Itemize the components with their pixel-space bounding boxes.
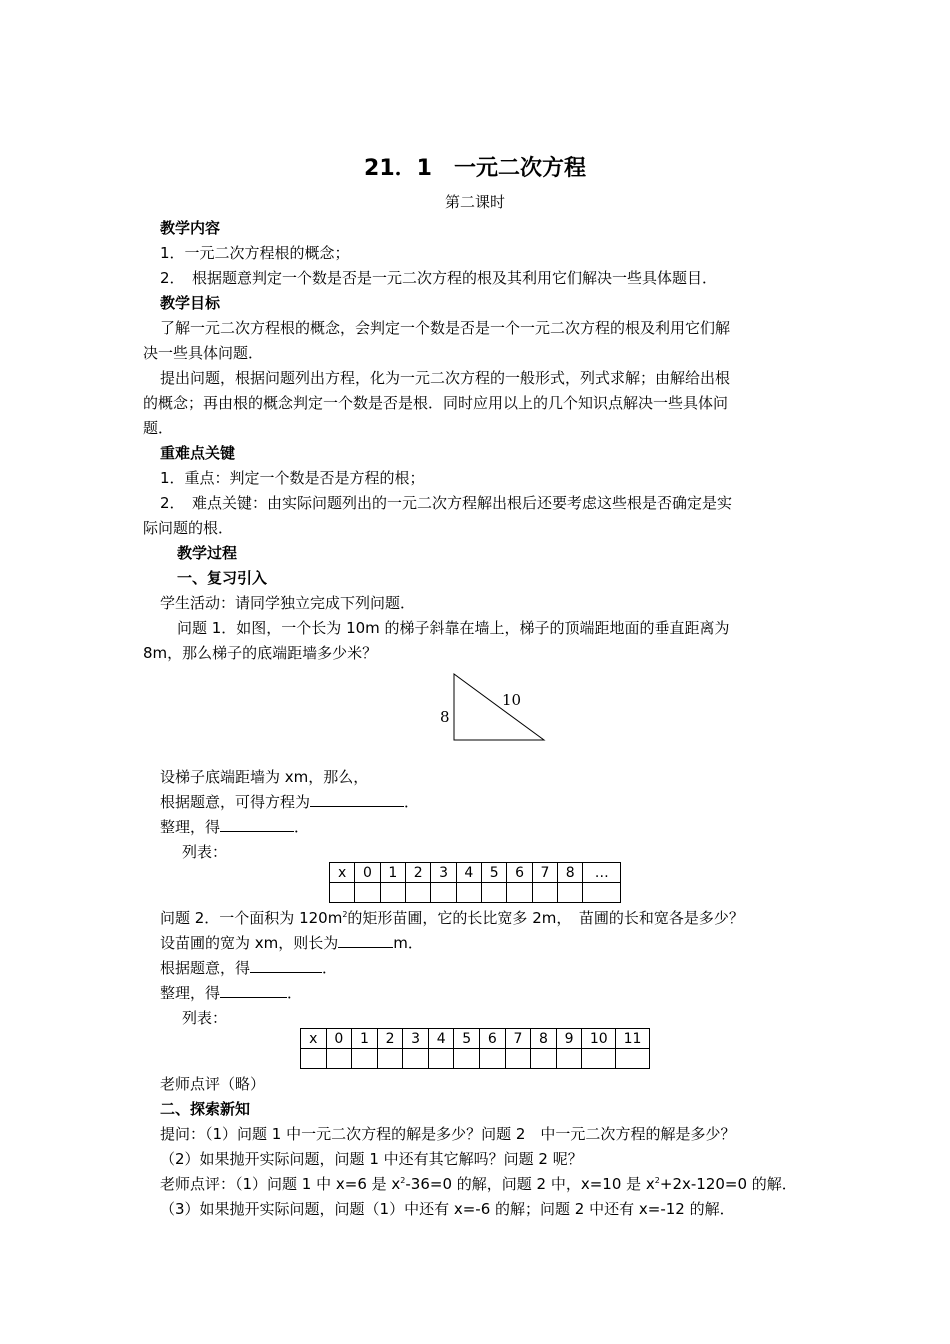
content-item-1: 1．一元二次方程根的概念； [160,244,350,262]
table-cell: x [330,863,355,883]
question-2-line [160,908,744,928]
question-2-equation-blank[interactable] [250,958,322,973]
value-table-1-header-row [330,863,621,883]
table-cell: x [301,1029,327,1049]
comment-line-1-part-1: 老师点评：（1）问题 1 中 x=6 是 x [160,1175,401,1193]
comment-line-1-part-3: +2x-120=0 的解． [659,1175,797,1193]
table-empty-cell[interactable] [431,883,456,903]
table-empty-cell[interactable] [556,1049,582,1069]
question-1-equation-label: 根据题意，可得方程为 [160,793,311,811]
list-label-1: 列表： [182,843,228,861]
table-cell: 0 [326,1029,352,1049]
ladder-triangle-figure [430,668,560,748]
question-2-text-rest: 的矩形苗圃，它的长比宽多 2m， 苗圃的长和宽各是多少？ [347,909,744,927]
question-2-setup-unit: m． [393,934,423,952]
table-empty-cell[interactable] [352,1049,378,1069]
ladder-triangle [454,674,544,740]
question-2-superscript: 2 [342,910,348,919]
table-cell: 2 [406,863,431,883]
goal-paragraph-2-line-2: 的概念；再由根的概念判定一个数是否是根．同时应用以上的几个知识点解决一些具体问 [143,394,729,412]
review-heading: 一、复习引入 [177,569,268,587]
table-empty-cell[interactable] [482,883,507,903]
table-empty-cell[interactable] [558,883,583,903]
question-1-tidy-blank[interactable] [220,817,294,832]
comment-superscript-1: 2 [400,1176,406,1185]
table-empty-cell[interactable] [301,1049,327,1069]
table-cell: 8 [531,1029,557,1049]
page-title: 21．1 一元二次方程 [364,156,586,181]
question-1-equation-blank[interactable] [310,792,404,807]
table-empty-cell[interactable] [480,1049,506,1069]
table-empty-cell[interactable] [456,883,481,903]
question-2-equation-line [160,958,337,978]
table-cell: 10 [582,1029,616,1049]
comment-line-1 [160,1174,797,1194]
question-1-setup: 设梯子底端距墙为 xm，那么， [160,768,369,786]
content-item-2: 2． 根据题意判定一个数是否是一元二次方程的根及其利用它们解决一些具体题目． [160,269,718,287]
table-empty-cell[interactable] [616,1049,650,1069]
table-cell: 1 [380,863,405,883]
value-table-2-header-row [301,1029,650,1049]
question-1-line-2: 8m，那么梯子的底端距墙多少米？ [143,644,378,662]
question-2-tidy-line [160,983,302,1003]
question-2-equation-label: 根据题意，得 [160,959,251,977]
table-empty-cell[interactable] [326,1049,352,1069]
ask-line-1: 提问：（1）问题 1 中一元二次方程的解是多少？问题 2 中一元二次方程的解是多少？ [160,1125,736,1143]
comment-superscript-2: 2 [654,1176,660,1185]
table-cell: 5 [482,863,507,883]
table-empty-cell[interactable] [505,1049,531,1069]
question-1-line-1: 问题 1．如图，一个长为 10m 的梯子斜靠在墙上，梯子的顶端距地面的垂直距离为 [177,619,730,637]
table-cell: 7 [532,863,557,883]
table-empty-cell[interactable] [330,883,355,903]
comment-line-2: （3）如果抛开实际问题，问题（1）中还有 x=-6 的解；问题 2 中还有 x=-12 的解． [160,1200,735,1218]
label-vertical-side: 8 [440,708,450,726]
table-cell: 5 [454,1029,480,1049]
comment-line-1-part-2: -36=0 的解，问题 2 中，x=10 是 x [405,1175,655,1193]
table-empty-cell[interactable] [403,1049,429,1069]
key-item-1: 1．重点：判定一个数是否是方程的根； [160,469,425,487]
list-label-2: 列表： [182,1009,228,1027]
table-cell: 11 [616,1029,650,1049]
goal-paragraph-1-line-1: 了解一元二次方程根的概念，会判定一个数是否是一个一元二次方程的根及利用它们解 [160,319,731,337]
question-2-tidy-label: 整理，得 [160,984,221,1002]
question-2-text: 问题 2．一个面积为 120m [160,909,343,927]
table-empty-cell[interactable] [380,883,405,903]
table-cell: 2 [377,1029,403,1049]
table-cell: 3 [403,1029,429,1049]
table-cell: 6 [507,863,532,883]
table-cell: … [583,863,621,883]
table-empty-cell[interactable] [583,883,621,903]
question-2-tidy-blank[interactable] [220,983,287,998]
question-2-tidy-period: ． [287,984,303,1002]
goal-paragraph-1-line-2: 决一些具体问题． [143,344,264,362]
table-cell: 3 [431,863,456,883]
student-activity: 学生活动：请同学独立完成下列问题． [160,594,416,612]
table-cell: 4 [456,863,481,883]
content-heading: 教学内容 [160,219,221,237]
table-cell: 1 [352,1029,378,1049]
question-2-equation-period: ． [322,959,338,977]
explore-heading: 二、探索新知 [160,1100,251,1118]
table-cell: 7 [505,1029,531,1049]
key-heading: 重难点关键 [160,444,236,462]
question-2-setup-line [160,933,423,953]
value-table-2 [300,1028,650,1069]
value-table-2-value-row [301,1049,650,1069]
table-empty-cell[interactable] [428,1049,454,1069]
question-2-setup-label: 设苗圃的宽为 xm，则长为 [160,934,339,952]
table-empty-cell[interactable] [531,1049,557,1069]
goal-paragraph-2-line-1: 提出问题，根据问题列出方程，化为一元二次方程的一般形式，列式求解；由解给出根 [160,369,731,387]
key-item-2-line-2: 际问题的根． [143,519,234,537]
table-cell: 6 [480,1029,506,1049]
question-1-tidy-period: ． [294,818,310,836]
table-empty-cell[interactable] [532,883,557,903]
table-cell: 8 [558,863,583,883]
value-table-1-value-row [330,883,621,903]
table-cell: 4 [428,1029,454,1049]
table-cell: 9 [556,1029,582,1049]
table-empty-cell[interactable] [582,1049,616,1069]
table-empty-cell[interactable] [454,1049,480,1069]
process-heading: 教学过程 [177,544,238,562]
question-1-equation-line [160,792,419,812]
table-cell: 0 [355,863,380,883]
question-1-tidy-line [160,817,309,837]
table-empty-cell[interactable] [377,1049,403,1069]
question-1-tidy-label: 整理，得 [160,818,221,836]
table-empty-cell[interactable] [406,883,431,903]
teacher-comment-brief: 老师点评（略） [160,1075,266,1093]
value-table-1 [329,862,621,903]
question-2-length-blank[interactable] [338,933,393,948]
key-item-2-line-1: 2． 难点关键：由实际问题列出的一元二次方程解出根后还要考虑这些根是否确定是实 [160,494,733,512]
label-hypotenuse: 10 [502,691,522,709]
question-1-equation-period: ． [404,793,420,811]
table-empty-cell[interactable] [355,883,380,903]
ask-line-2: （2）如果抛开实际问题，问题 1 中还有其它解吗？问题 2 呢？ [160,1150,583,1168]
goal-heading: 教学目标 [160,294,221,312]
goal-paragraph-2-line-3: 题． [143,419,174,437]
page-subtitle: 第二课时 [444,193,505,211]
table-empty-cell[interactable] [507,883,532,903]
